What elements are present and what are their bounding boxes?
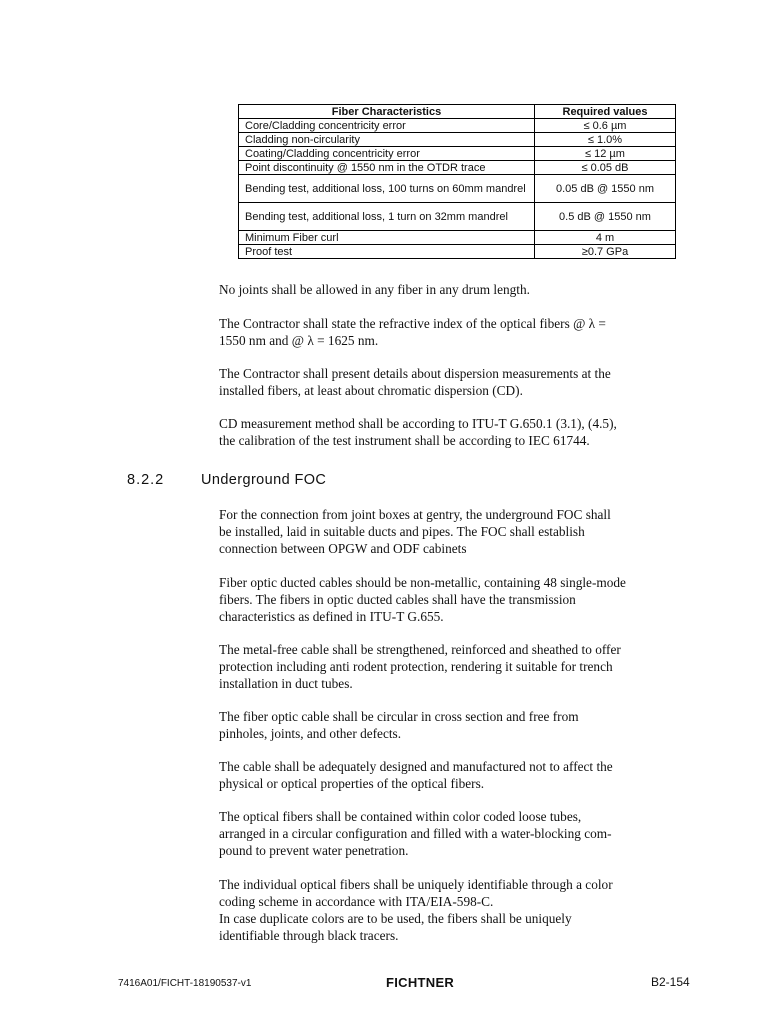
text-line: The optical fibers shall be contained within color coded loose tubes, (219, 809, 582, 824)
cell-characteristic: Core/Cladding concentricity error (239, 119, 535, 133)
text-line: The metal-free cable shall be strengthened, reinforced and sheathed to offer (219, 642, 621, 657)
text-line: connection between OPGW and ODF cabinets (219, 541, 467, 556)
cell-characteristic: Point discontinuity @ 1550 nm in the OTDR trace (239, 161, 535, 175)
table-row (239, 231, 676, 245)
cell-characteristic: Bending test, additional loss, 100 turns on 60mm mandrel (239, 175, 535, 203)
cell-value: ≤ 1.0% (535, 133, 676, 147)
paragraph-color-coding (219, 876, 699, 944)
text-line: The Contractor shall state the refractive index of the optical fibers @ λ = (219, 316, 606, 331)
text-line: characteristics as defined in ITU-T G.655. (219, 609, 444, 624)
cell-characteristic: Cladding non-circularity (239, 133, 535, 147)
paragraph-dispersion-measurements (219, 365, 699, 399)
table-header-row (239, 105, 676, 119)
cell-value: ≤ 0.6 µm (535, 119, 676, 133)
text-line: Fiber optic ducted cables should be non-metallic, containing 48 single-mode (219, 575, 626, 590)
fichtner-logo: FICHTNER (386, 975, 455, 990)
table-row (239, 245, 676, 259)
text-line: For the connection from joint boxes at gentry, the underground FOC shall (219, 507, 611, 522)
paragraph-cable-cross-section (219, 708, 699, 742)
paragraph-metal-free-cable (219, 641, 699, 692)
paragraph-refractive-index (219, 315, 699, 349)
paragraph-cd-method (219, 415, 699, 449)
text-line: The fiber optic cable shall be circular in cross section and free from (219, 709, 579, 724)
text-line: protection including anti rodent protection, rendering it suitable for trench (219, 659, 613, 674)
footer-document-id: 7416A01/FICHT-18190537-v1 (118, 978, 252, 989)
paragraph-loose-tubes (219, 808, 699, 859)
text-line: coding scheme in accordance with ITA/EIA-598-C. (219, 894, 494, 909)
paragraph-underground-connection (219, 506, 699, 557)
table-row (239, 133, 676, 147)
text-line: The individual optical fibers shall be uniquely identifiable through a color (219, 877, 613, 892)
text-line: CD measurement method shall be according to ITU-T G.650.1 (3.1), (4.5), (219, 416, 617, 431)
paragraph-ducted-cables (219, 574, 699, 625)
page-number: B2-154 (651, 975, 690, 989)
text-line: 1550 nm and @ λ = 1625 nm. (219, 333, 379, 348)
cell-value: ≤ 0.05 dB (535, 161, 676, 175)
text-line: physical or optical properties of the optical fibers. (219, 776, 485, 791)
text-line: pinholes, joints, and other defects. (219, 726, 402, 741)
cell-value: ≥0.7 GPa (535, 245, 676, 259)
section-title: Underground FOC (201, 472, 327, 488)
text-line: arranged in a circular configuration and filled with a water-blocking com- (219, 826, 612, 841)
table-row (239, 147, 676, 161)
table-row (239, 203, 676, 231)
column-header-characteristic: Fiber Characteristics (239, 105, 535, 119)
cell-value: 0.5 dB @ 1550 nm (535, 203, 676, 231)
text-line: fibers. The fibers in optic ducted cables shall have the transmission (219, 592, 576, 607)
cell-characteristic: Coating/Cladding concentricity error (239, 147, 535, 161)
text-line: pound to prevent water penetration. (219, 843, 409, 858)
fiber-characteristics-table (238, 104, 676, 259)
cell-value: 0.05 dB @ 1550 nm (535, 175, 676, 203)
table-row (239, 161, 676, 175)
cell-value: ≤ 12 µm (535, 147, 676, 161)
cell-value: 4 m (535, 231, 676, 245)
text-line: installed fibers, at least about chromatic dispersion (CD). (219, 383, 523, 398)
section-number: 8.2.2 (127, 472, 165, 488)
text-line: the calibration of the test instrument shall be according to IEC 61744. (219, 433, 590, 448)
cell-characteristic: Bending test, additional loss, 1 turn on 32mm mandrel (239, 203, 535, 231)
paragraph-no-joints (219, 281, 699, 298)
text-line: No joints shall be allowed in any fiber in any drum length. (219, 282, 530, 297)
cell-characteristic: Minimum Fiber curl (239, 231, 535, 245)
text-line: identifiable through black tracers. (219, 928, 399, 943)
cell-characteristic: Proof test (239, 245, 535, 259)
table-row (239, 175, 676, 203)
column-header-required-value: Required values (535, 105, 676, 119)
text-line: The Contractor shall present details about dispersion measurements at the (219, 366, 611, 381)
text-line: In case duplicate colors are to be used, the fibers shall be uniquely (219, 911, 572, 926)
table-row (239, 119, 676, 133)
text-line: be installed, laid in suitable ducts and pipes. The FOC shall establish (219, 524, 585, 539)
text-line: installation in duct tubes. (219, 676, 353, 691)
text-line: The cable shall be adequately designed and manufactured not to affect the (219, 759, 613, 774)
paragraph-cable-design (219, 758, 699, 792)
